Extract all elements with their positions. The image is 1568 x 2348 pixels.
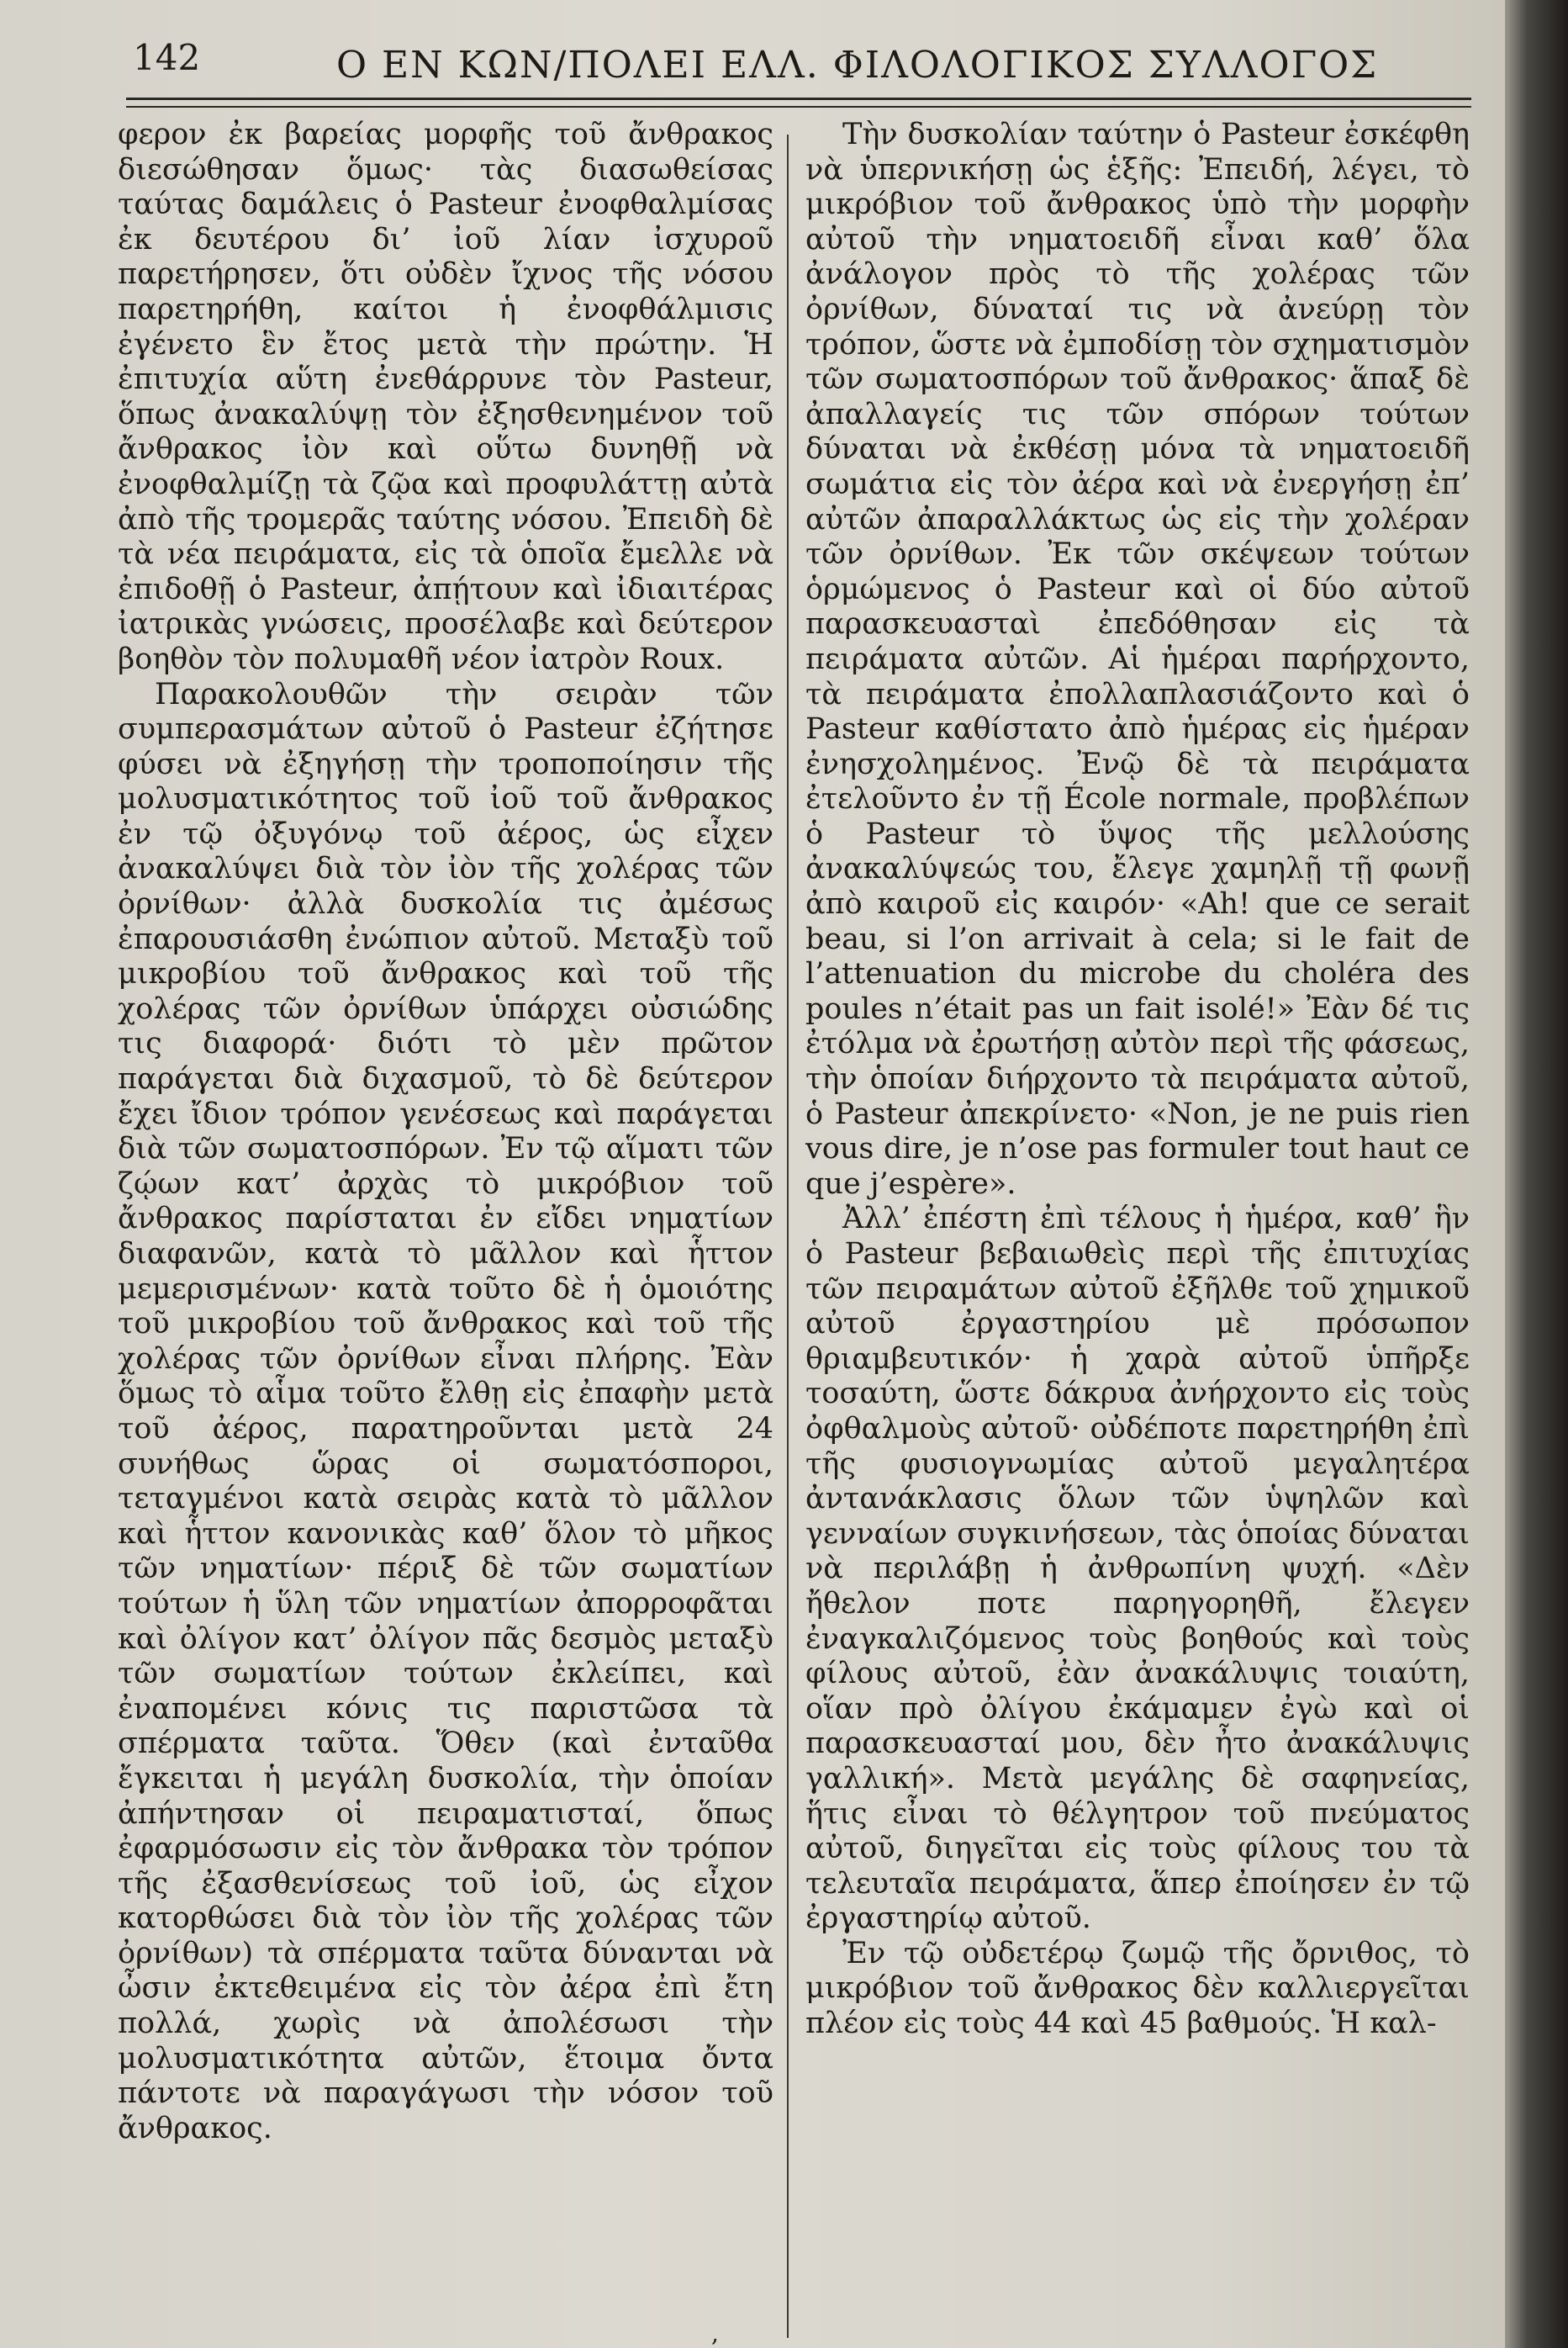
paragraph: Ἐν τῷ οὐδετέρῳ ζωμῷ τῆς ὄρνιθος, τὸ μικρόβιον τοῦ ἄνθρακος δὲν καλλιεργεῖται πλέον εἰς τοὺς 44 καὶ 45 βαθμούς. Ἡ καλ- [805,1936,1470,2041]
footer-mark: , [711,2319,719,2347]
header-rule [126,98,1471,100]
paragraph: φερον ἐκ βαρείας μορφῆς τοῦ ἄνθρακος διεσώθησαν ὅμως· τὰς διασωθείσας ταύτας δαμάλεις ὁ Pasteur ἐνοφθαλμίσας ἐκ δευτέρου δι’ ἰοῦ λίαν ἰσχυροῦ παρετήρησεν, ὅτι οὐδὲν ἴχνος τῆς νόσου παρετηρήθη, καίτοι ἡ ἐνοφθάλμισις ἐγένετο ἓν ἔτος μετὰ τὴν πρώτην. Ἡ ἐπιτυχία αὕτη ἐνεθάρρυνε τὸν Pasteur, ὅπως ἀνακαλύψῃ τὸν ἐξησθενημένον τοῦ ἄνθρακος ἰὸν καὶ οὕτω δυνηθῇ νὰ ἐνοφθαλμίζῃ τὰ ζῷα καὶ προφυλάττῃ αὐτὰ ἀπὸ τῆς τρομερᾶς ταύτης νόσου. Ἐπειδὴ δὲ τὰ νέα πειράματα, εἰς τὰ ὁποῖα ἔμελλε νὰ ἐπιδοθῇ ὁ Pasteur, ἀπῄτουν καὶ ἰδιαιτέρας ἰατρικὰς γνώσεις, προσέλαβε καὶ δεύτερον βοηθὸν τὸν πολυμαθῆ νέον ἰατρὸν Roux. [118,118,773,676]
column-divider [787,135,789,2338]
page-number: 142 [133,37,201,78]
paragraph: Τὴν δυσκολίαν ταύτην ὁ Pasteur ἐσκέφθη νὰ ὑπερνικήσῃ ὡς ἑξῆς: Ἐπειδή, λέγει, τὸ μικρόβιον τοῦ ἄνθρακος ὑπὸ τὴν μορφὴν αὐτοῦ τὴν νηματοειδῆ εἶναι καθ’ ὅλα ἀνάλογον πρὸς τὸ τῆς χολέρας τῶν ὀρνίθων, δύναταί τις νὰ ἀνεύρῃ τὸν τρόπον, ὥστε νὰ ἐμποδίσῃ τὸν σχηματισμὸν τῶν σωματοσπόρων τοῦ ἄνθρακος· ἅπαξ δὲ ἀπαλλαγείς τις τῶν σπόρων τούτων δύναται νὰ ἐκθέσῃ μόνα τὰ νηματοειδῆ σωμάτια εἰς τὸν ἀέρα καὶ νὰ ἐνεργήσῃ ἐπ’ αὐτῶν ἀπαραλλάκτως ὡς εἰς τὴν χολέραν τῶν ὀρνίθων. Ἐκ τῶν σκέψεων τούτων ὁρμώμενος ὁ Pasteur καὶ οἱ δύο αὐτοῦ παρασκευασταὶ ἐπεδόθησαν εἰς τὰ πειράματα αὐτῶν. Αἱ ἡμέραι παρήρχοντο, τὰ πειράματα ἐπολλαπλασιάζοντο καὶ ὁ Pasteur καθίστατο ἀπὸ ἡμέρας εἰς ἡμέραν ἐνησχολημένος. Ἐνῷ δὲ τὰ πειράματα ἐτελοῦντο ἐν τῇ École normale, προβλέπων ὁ Pasteur τὸ ὕψος τῆς μελλούσης ἀνακαλύψεώς του, ἔλεγε χαμηλῇ τῇ φωνῇ ἀπὸ καιροῦ εἰς καιρόν· «Ah! que ce serait beau, si l’on arrivait à cela; si le fait de l’attenuation du microbe du choléra des poules n’était pas un fait isolé!» Ἐὰν δέ τις ἐτόλμα νὰ ἐρωτήσῃ αὐτὸν περὶ τῆς φάσεως, τὴν ὁποίαν διήρχοντο τὰ πειράματα αὐτοῦ, ὁ Pasteur ἀπεκρίνετο· «Non, je ne puis rien vous dire, je n’ose pas formuler tout haut ce que j’espère». [805,118,1470,1201]
right-column [805,118,1470,2042]
left-column [118,118,773,2146]
page-header [126,32,1480,108]
header-rule-thin [126,106,1471,108]
running-title: Ο ΕΝ ΚΩΝ/ΠΟΛΕΙ ΕΛΛ. ΦΙΛΟΛΟΓΙΚΟΣ ΣΥΛΛΟΓΟΣ [336,44,1379,87]
paragraph: Παρακολουθῶν τὴν σειρὰν τῶν συμπερασμάτων αὐτοῦ ὁ Pasteur ἐζήτησε φύσει νὰ ἐξηγήσῃ τὴν τροποποίησιν τῆς μολυσματικότητος τοῦ ἰοῦ τοῦ ἄνθρακος ἐν τῷ ὀξυγόνῳ τοῦ ἀέρος, ὡς εἶχεν ἀνακαλύψει διὰ τὸν ἰὸν τῆς χολέρας τῶν ὀρνίθων· ἀλλὰ δυσκολία τις ἀμέσως ἐπαρουσιάσθη ἐνώπιον αὐτοῦ. Μεταξὺ τοῦ μικροβίου τοῦ ἄνθρακος καὶ τοῦ τῆς χολέρας τῶν ὀρνίθων ὑπάρχει οὐσιώδης τις διαφορά· διότι τὸ μὲν πρῶτον παράγεται διὰ διχασμοῦ, τὸ δὲ δεύτερον ἔχει ἴδιον τρόπον γενέσεως καὶ παράγεται διὰ τῶν σωματοσπόρων. Ἐν τῷ αἵματι τῶν ζῴων κατ’ ἀρχὰς τὸ μικρόβιον τοῦ ἄνθρακος παρίσταται ἐν εἴδει νηματίων διαφανῶν, κατὰ τὸ μᾶλλον καὶ ἧττον μεμερισμένων· κατὰ τοῦτο δὲ ἡ ὁμοιότης τοῦ μικροβίου τοῦ ἄνθρακος καὶ τοῦ τῆς χολέρας τῶν ὀρνίθων εἶναι πλήρης. Ἐὰν ὅμως τὸ αἷμα τοῦτο ἔλθῃ εἰς ἐπαφὴν μετὰ τοῦ ἀέρος, παρατηροῦνται μετὰ 24 συνήθως ὥρας οἱ σωματόσποροι, τεταγμένοι κατὰ σειρὰς κατὰ τὸ μᾶλλον καὶ ἧττον κανονικὰς καθ’ ὅλον τὸ μῆκος τῶν νηματίων· πέριξ δὲ τῶν σωματίων τούτων ἡ ὕλη τῶν νηματίων ἀπορροφᾶται καὶ ὀλίγον κατ’ ὀλίγον πᾶς δεσμὸς μεταξὺ τῶν σωματίων τούτων ἐκλείπει, καὶ ἐναπομένει κόνις τις παριστῶσα τὰ σπέρματα ταῦτα. Ὅθεν (καὶ ἐνταῦθα ἔγκειται ἡ μεγάλη δυσκολία, τὴν ὁποίαν ἀπήντησαν οἱ πειραματισταί, ὅπως ἐφαρμόσωσιν εἰς τὸν ἄνθρακα τὸν τρόπον τῆς ἐξασθενίσεως τοῦ ἰοῦ, ὡς εἶχον κατορθώσει διὰ τὸν ἰὸν τῆς χολέρας τῶν ὀρνίθων) τὰ σπέρματα ταῦτα δύνανται νὰ ὦσιν ἐκτεθειμένα εἰς τὸν ἀέρα ἐπὶ ἔτη πολλά, χωρὶς νὰ ἀπολέσωσι τὴν μολυσματικότητα αὐτῶν, ἕτοιμα ὄντα πάντοτε νὰ παραγάγωσι τὴν νόσον τοῦ ἄνθρακος. [118,677,773,2145]
paragraph: Ἀλλ’ ἐπέστη ἐπὶ τέλους ἡ ἡμέρα, καθ’ ἣν ὁ Pasteur βεβαιωθεὶς περὶ τῆς ἐπιτυχίας τῶν πειραμάτων αὐτοῦ ἐξῆλθε τοῦ χημικοῦ αὐτοῦ ἐργαστηρίου μὲ πρόσωπον θριαμβευτικόν· ἡ χαρὰ αὐτοῦ ὑπῆρξε τοσαύτη, ὥστε δάκρυα ἀνήρχοντο εἰς τοὺς ὀφθαλμοὺς αὐτοῦ· οὐδέποτε παρετηρήθη ἐπὶ τῆς φυσιογνωμίας αὐτοῦ μεγαλητέρα ἀντανάκλασις ὅλων τῶν ὑψηλῶν καὶ γενναίων συγκινήσεων, τὰς ὁποίας δύναται νὰ περιλάβῃ ἡ ἀνθρωπίνη ψυχή. «Δὲν ἤθελον ποτε παρηγορηθῆ, ἔλεγεν ἐναγκαλιζόμενος τοὺς βοηθούς καὶ τοὺς φίλους αὐτοῦ, ἐὰν ἀνακάλυψις τοιαύτη, οἵαν πρὸ ὀλίγου ἐκάμαμεν ἐγὼ καὶ οἱ παρασκευασταί μου, δὲν ἦτο ἀνακάλυψις γαλλική». Μετὰ μεγάλης δὲ σαφηνείας, ἥτις εἶναι τὸ θέλγητρον τοῦ πνεύματος αὐτοῦ, διηγεῖται εἰς τοὺς φίλους του τὰ τελευταῖα πειράματα, ἅπερ ἐποίησεν ἐν τῷ ἐργαστηρίῳ αὐτοῦ. [805,1202,1470,1936]
book-spine-shadow [1505,0,1568,2348]
